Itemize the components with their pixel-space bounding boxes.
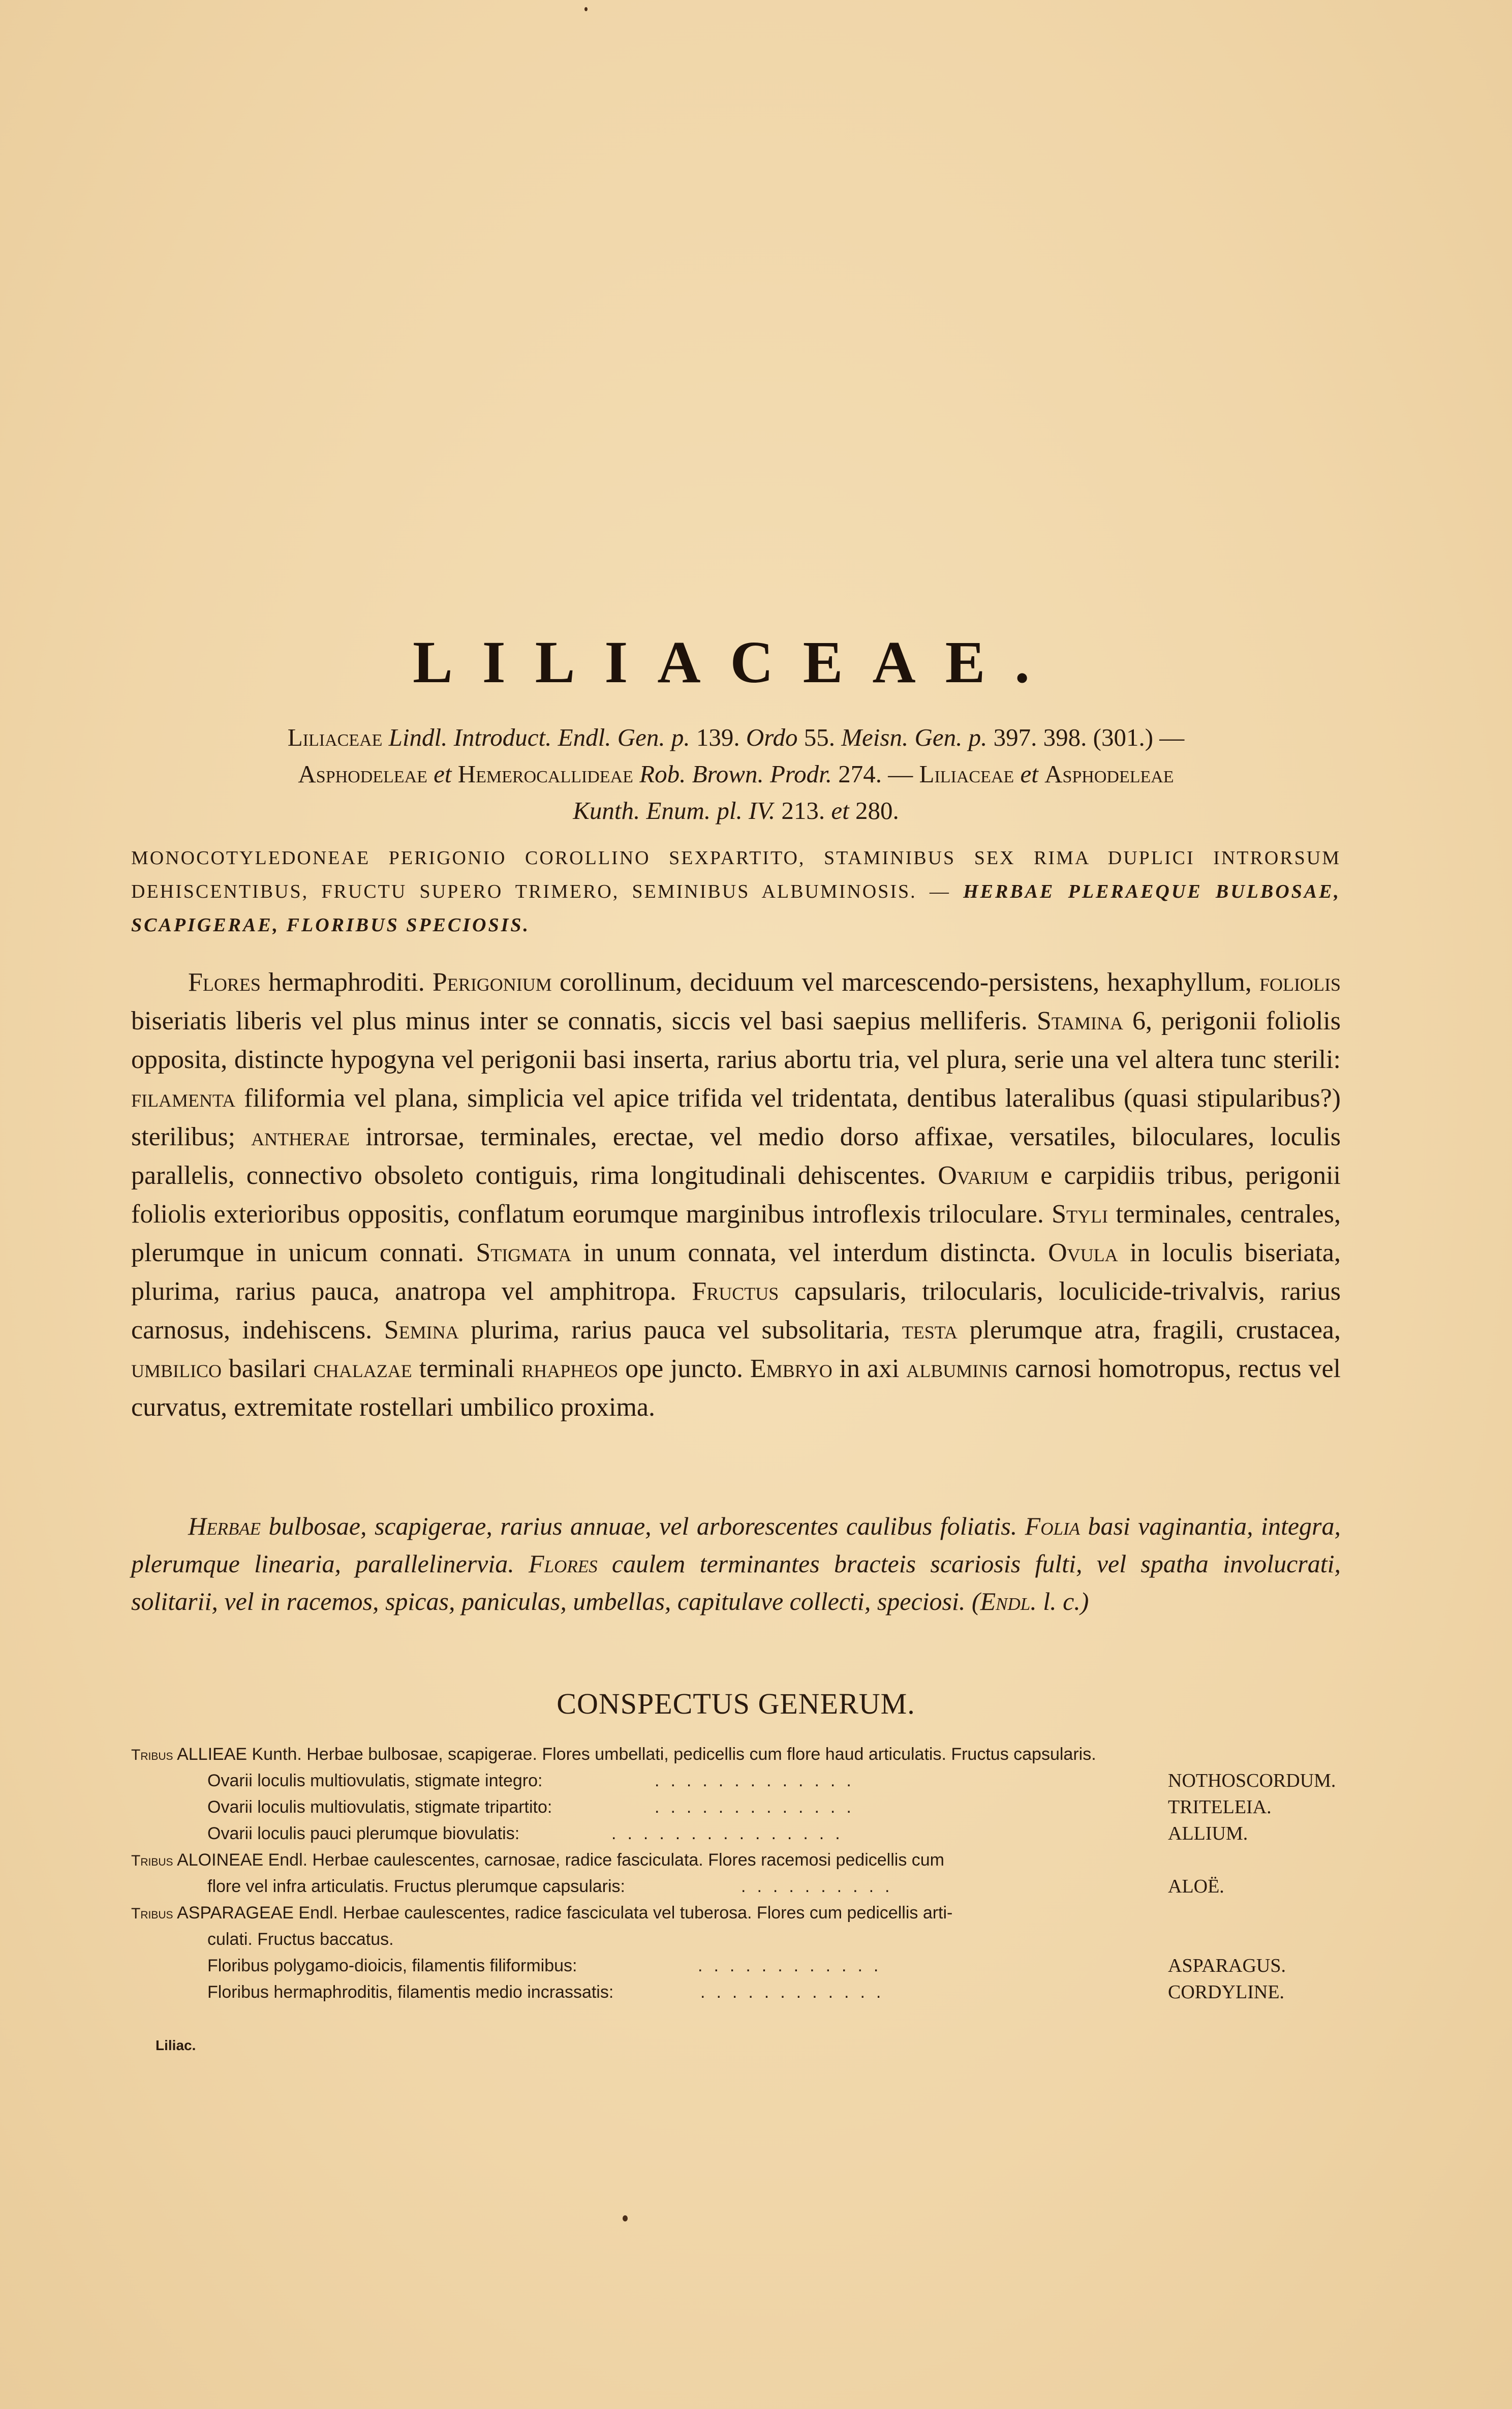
synonym-ref: Rob. Brown. Prodr. xyxy=(633,760,832,788)
leader-dots: ............. xyxy=(655,1797,862,1817)
row-text xyxy=(131,1847,944,1874)
leader-dots: ............. xyxy=(655,1771,862,1790)
term: Semina xyxy=(384,1316,459,1345)
tribus-label: Tribus xyxy=(131,1905,173,1922)
habit-text: l. c.) xyxy=(1036,1587,1089,1615)
conspectus-row xyxy=(131,1926,1341,1953)
conspectus-row xyxy=(131,1741,1341,1767)
page-title: LILIACEAE. xyxy=(413,629,1059,695)
synonym-conj: et xyxy=(427,760,458,788)
term: antherae xyxy=(251,1122,350,1151)
synonym-name: Liliaceae xyxy=(919,760,1014,788)
key-text: Floribus polygamo-dioicis, filamentis filiformibus: xyxy=(207,1956,577,1975)
term: chalazae xyxy=(313,1354,412,1383)
desc-text: in loculis biseriata, plurima, rarius pauca, anatropa vel amphitropa. xyxy=(131,1238,1341,1306)
term: Flores xyxy=(188,968,261,997)
key-text: culati. Fructus baccatus. xyxy=(207,1930,394,1949)
synonym-page: 139. xyxy=(690,723,746,751)
synonymy-line-1 xyxy=(131,719,1341,756)
description-paragraph xyxy=(131,963,1341,1427)
tribus-text: ALLIEAE Kunth. Herbae bulbosae, scapigerae. Flores umbellati, pedicellis cum flore haud articulatis. Fructus capsularis. xyxy=(173,1745,1096,1764)
synonymy-line-2 xyxy=(131,756,1341,792)
synonym-ref: Ordo xyxy=(746,723,798,751)
signature-mark: Liliac. xyxy=(156,2037,196,2053)
conspectus-row xyxy=(131,1767,1341,1794)
synonym-page: 213. xyxy=(775,797,831,825)
conspectus-table xyxy=(131,1741,1341,2005)
synonym-page: 397. 398. (301.) — xyxy=(987,723,1185,751)
synonymy-line-3 xyxy=(131,792,1341,829)
desc-text: terminales, centrales, plerumque in unicum connati. xyxy=(131,1200,1341,1267)
key-text: Ovarii loculis pauci plerumque biovulatis: xyxy=(207,1824,520,1843)
habit-text: bulbosae, scapigerae, rarius annuae, vel arborescentes caulibus foliatis. xyxy=(261,1512,1025,1540)
synonym-page: 274. — xyxy=(832,760,919,788)
row-text xyxy=(131,1900,952,1927)
conspectus-title: CONSPECTUS GENERUM. xyxy=(557,1687,915,1720)
term: Styli xyxy=(1052,1200,1108,1229)
term: foliolis xyxy=(1259,968,1341,997)
synonym-page: 280. xyxy=(849,797,899,825)
habit-text: basi vaginantia, integra, plerumque linearia, parallelinervia. xyxy=(131,1512,1341,1578)
conspectus-row xyxy=(131,1794,1341,1820)
desc-text: filiformia vel plana, simplicia vel apice trifida vel tridentata, dentibus lateralibus (quasi stipularibus?) sterilibus; xyxy=(131,1084,1341,1151)
term: Herbae xyxy=(188,1512,261,1540)
key-text: Ovarii loculis multiovulatis, stigmate integro: xyxy=(207,1771,543,1790)
synonym-ref: Lindl. Introduct. Endl. Gen. p. xyxy=(382,723,690,751)
synonym-ref: Meisn. Gen. p. xyxy=(841,723,988,751)
term: filamenta xyxy=(131,1084,236,1113)
genus-name: ALOË. xyxy=(1168,1876,1224,1897)
desc-text: introrsae, terminales, erectae, vel medio dorso affixae, versatiles, biloculares, loculis parallelis, connectivo obsoleto contiguis, rima longitudinali dehiscentes. xyxy=(131,1122,1341,1190)
conspectus-row xyxy=(131,1873,1341,1900)
desc-text: plerumque atra, fragili, crustacea, xyxy=(957,1316,1341,1345)
habit-paragraph xyxy=(131,1507,1341,1620)
desc-text: carnosi homotropus, rectus vel curvatus, extremitate rostellari umbilico proxima. xyxy=(131,1354,1341,1422)
desc-text: basilari xyxy=(222,1354,314,1383)
term: testa xyxy=(902,1316,958,1345)
desc-text: hermaphroditi. xyxy=(260,968,433,997)
leader-dots: ............ xyxy=(700,1983,892,2002)
tribus-label: Tribus xyxy=(131,1747,173,1763)
key-text: flore vel infra articulatis. Fructus plerumque capsularis: xyxy=(207,1877,625,1896)
term: Stigmata xyxy=(476,1238,572,1267)
desc-text: 6, perigonii foliolis opposita, distincte hypogyna vel perigonii basi inserta, rarius abortu tria, vel plura, serie una vel altera tunc sterili: xyxy=(131,1007,1341,1074)
desc-text: biseriatis liberis vel plus minus inter se connatis, siccis vel basi saepius melliferis. xyxy=(131,1007,1037,1035)
desc-text: capsularis, trilocularis, loculicide-trivalvis, rarius carnosus, indehiscens. xyxy=(131,1277,1341,1345)
synonym-name: Asphodeleae xyxy=(1044,760,1174,788)
diagnosis-text: MONOCOTYLEDONEAE PERIGONIO COROLLINO SEXPARTITO, STAMINIBUS SEX RIMA DUPLICI INTRORSUM DEHISCENTIBUS, FRUCTU SUPERO TRIMERO, SEMINIBUS ALBUMINOSIS. — xyxy=(131,847,1341,902)
desc-text: corollinum, deciduum vel marcescendo-persistens, hexaphyllum, xyxy=(551,968,1259,997)
desc-text: terminali xyxy=(412,1354,522,1383)
synonym-page: 55. xyxy=(797,723,842,751)
key-text: Floribus hermaphroditis, filamentis medio incrassatis: xyxy=(207,1983,614,2002)
conspectus-row xyxy=(131,1847,1341,1873)
synonymy xyxy=(131,719,1341,829)
desc-text: e carpidiis tribus, perigonii foliolis exterioribus oppositis, conflatum eorumque marginibus introflexis triloculare. xyxy=(131,1161,1341,1229)
term: rhapheos xyxy=(521,1354,619,1383)
term: Perigonium xyxy=(432,968,552,997)
desc-text: plurima, rarius pauca vel subsolitaria, xyxy=(458,1316,902,1345)
genus-name: TRITELEIA. xyxy=(1168,1796,1272,1818)
synonym-conj: et xyxy=(1014,760,1045,788)
leader-dots: ............... xyxy=(611,1824,851,1843)
term: Ovula xyxy=(1048,1238,1118,1267)
term: Flores xyxy=(529,1549,598,1578)
term: Folia xyxy=(1025,1512,1080,1540)
leader-dots: .......... xyxy=(741,1877,901,1896)
habit-text: caulem terminantes bracteis scariosis fulti, vel spatha involucrati, solitarii, vel in racemos, spicas, paniculas, umbellas, capitulave collecti, speciosi. ( xyxy=(131,1549,1341,1615)
genus-name: NOTHOSCORDUM. xyxy=(1168,1770,1336,1791)
conspectus-row xyxy=(131,1953,1341,1979)
genus-name: CORDYLINE. xyxy=(1168,1981,1285,2003)
synonym-name: Liliaceae xyxy=(287,723,383,751)
ink-speck xyxy=(584,7,588,11)
tribus-text: ALOINEAE Endl. Herbae caulescentes, carnosae, radice fasciculata. Flores racemosi pedicellis cum xyxy=(173,1850,944,1870)
key-text: Ovarii loculis multiovulatis, stigmate tripartito: xyxy=(207,1797,552,1817)
term: umbilico xyxy=(131,1354,222,1383)
diagnosis-habit: HERBAE PLERAEQUE BULBOSAE, SCAPIGERAE, FLORIBUS SPECIOSIS. xyxy=(131,881,1341,936)
term: Stamina xyxy=(1036,1007,1123,1035)
conspectus-row xyxy=(131,1900,1341,1926)
row-text xyxy=(131,1741,1096,1768)
tribus-label: Tribus xyxy=(131,1852,173,1869)
conspectus-row xyxy=(131,1979,1341,2005)
term: Ovarium xyxy=(938,1161,1029,1190)
diagnosis xyxy=(131,841,1341,942)
desc-text: ope juncto. xyxy=(618,1354,750,1383)
desc-text: in axi xyxy=(832,1354,907,1383)
genus-name: ASPARAGUS. xyxy=(1168,1955,1286,1976)
synonym-name: Hemerocallideae xyxy=(457,760,633,788)
tribus-text: ASPARAGEAE Endl. Herbae caulescentes, radice fasciculata vel tuberosa. Flores cum pedicellis arti- xyxy=(173,1903,953,1923)
conspectus-row xyxy=(131,1820,1341,1847)
leader-dots: ............ xyxy=(698,1956,890,1975)
synonym-conj: et xyxy=(831,797,849,825)
term: Embryo xyxy=(750,1354,832,1383)
term: albuminis xyxy=(906,1354,1008,1383)
ink-speck xyxy=(623,2215,628,2221)
synonym-name: Asphodeleae xyxy=(298,760,427,788)
desc-text: in unum connata, vel interdum distincta. xyxy=(571,1238,1048,1267)
term: Endl. xyxy=(980,1587,1037,1615)
term: Fructus xyxy=(692,1277,779,1306)
genus-name: ALLIUM. xyxy=(1168,1823,1248,1844)
synonym-ref: Kunth. Enum. pl. IV. xyxy=(573,797,776,825)
